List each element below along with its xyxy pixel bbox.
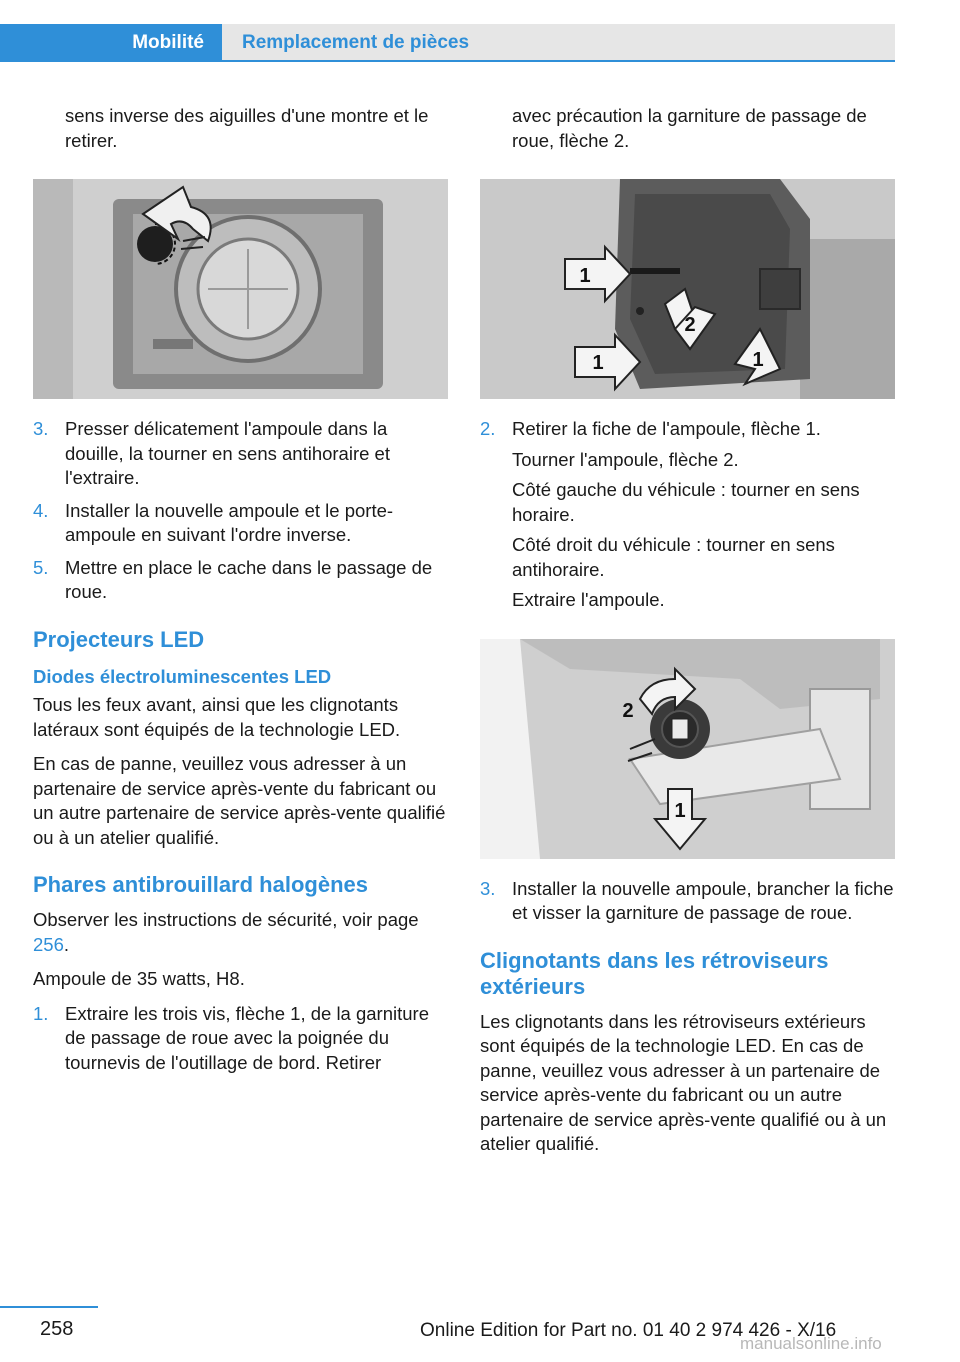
step-text: [512, 417, 895, 613]
heading-fog-lights: Phares antibrouillard halogènes: [33, 872, 368, 897]
arrow-label: 1: [752, 349, 764, 371]
step-item: [33, 1002, 448, 1076]
step-line: Retirer la fiche de l'ampoule, flèche 1.: [512, 418, 821, 439]
step-line: Tourner l'ampoule, flèche 2.: [512, 448, 739, 470]
step-line: Côté droit du véhicule : tourner en sens antihoraire.: [512, 534, 835, 580]
paragraph: Tous les feux avant, ainsi que les clignotants latéraux sont équipés de la technologie LED.: [33, 694, 401, 740]
figure-wheel-arch-screws: [480, 179, 895, 399]
step-item: [480, 417, 895, 613]
header-rule: [222, 60, 895, 62]
step-text: Extraire les trois vis, flèche 1, de la garniture de passage de roue avec la poignée du tournevis de l'outillage de bord. Retirer: [65, 1002, 429, 1073]
left-column: [33, 104, 448, 1083]
paragraph-safety: Observer les instructions de sécurité, voir page 256.: [33, 909, 419, 955]
step-item: [33, 499, 448, 548]
section-title: Remplacement de pièces: [222, 24, 895, 62]
arrow-label: 1: [579, 265, 591, 287]
arrow-label: 2: [684, 314, 696, 336]
paragraph: Les clignotants dans les rétroviseurs extérieurs sont équipés de la technologie LED. En cas de panne, veuillez vous adresser à un partenaire de service après-vente du fabricant ou un autre partenaire de service après-vente qualifié ou à un atelier qualifié.: [480, 1010, 887, 1154]
step-text: Presser délicatement l'ampoule dans la douille, la tourner en sens antihoraire et l'extraire.: [65, 418, 390, 488]
step-number: 4.: [33, 499, 49, 521]
arrow-label: 1: [592, 352, 604, 374]
photo-wheel-arch-lining: [480, 179, 895, 399]
figure-bulb-socket: [480, 639, 895, 859]
step-item: [480, 877, 895, 926]
step-number: 2.: [480, 418, 496, 439]
edition-text: Online Edition for Part no. 01 40 2 974 426 - X/16: [420, 1320, 837, 1341]
heading-led-headlights: Projecteurs LED: [33, 626, 205, 652]
footer-rule: [0, 1306, 98, 1308]
step-text: Mettre en place le cache dans le passage de roue.: [65, 556, 433, 602]
page-link[interactable]: 256: [33, 933, 64, 955]
right-column: [480, 104, 895, 1167]
figure-headlight-cover: [33, 179, 448, 399]
paragraph: En cas de panne, veuillez vous adresser à un partenaire de service après-vente du fabricant ou un autre partenaire de service après-vente qualifié ou à un atelier qualifié.: [33, 753, 446, 848]
arrow-label: 1: [674, 799, 686, 822]
step-text: Installer la nouvelle ampoule et le porte-ampoule en suivant l'ordre inverse.: [65, 499, 394, 545]
heading-mirror-indicators: Clignotants dans les rétroviseurs extérieurs: [480, 947, 829, 999]
step-number: 1.: [33, 1002, 49, 1024]
watermark: manualsonline.info: [740, 1334, 882, 1353]
step-item: [33, 556, 448, 605]
step-text: Installer la nouvelle ampoule, brancher la fiche et visser la garniture de passage de roue.: [512, 877, 894, 923]
photo-fog-light-bulb: [480, 639, 895, 859]
step-number: 5.: [33, 556, 49, 578]
page-number: 258: [40, 1318, 74, 1340]
continued-text: sens inverse des aiguilles d'une montre et le retirer.: [65, 105, 429, 151]
step-number: 3.: [33, 418, 49, 439]
continued-text: avec précaution la garniture de passage de roue, flèche 2.: [512, 105, 867, 151]
photo-wheel-arch-cover: [33, 179, 448, 399]
paragraph-bulb-spec: Ampoule de 35 watts, H8.: [33, 968, 245, 989]
heading-led-diodes: Diodes électroluminescentes LED: [33, 665, 332, 687]
step-line: Extraire l'ampoule.: [512, 589, 665, 610]
step-line: Côté gauche du véhicule : tourner en sens horaire.: [512, 479, 860, 525]
step-item: [33, 417, 448, 491]
step-number: 3.: [480, 877, 496, 899]
arrow-label: 2: [622, 699, 634, 722]
chapter-tab[interactable]: Mobilité: [0, 24, 222, 62]
